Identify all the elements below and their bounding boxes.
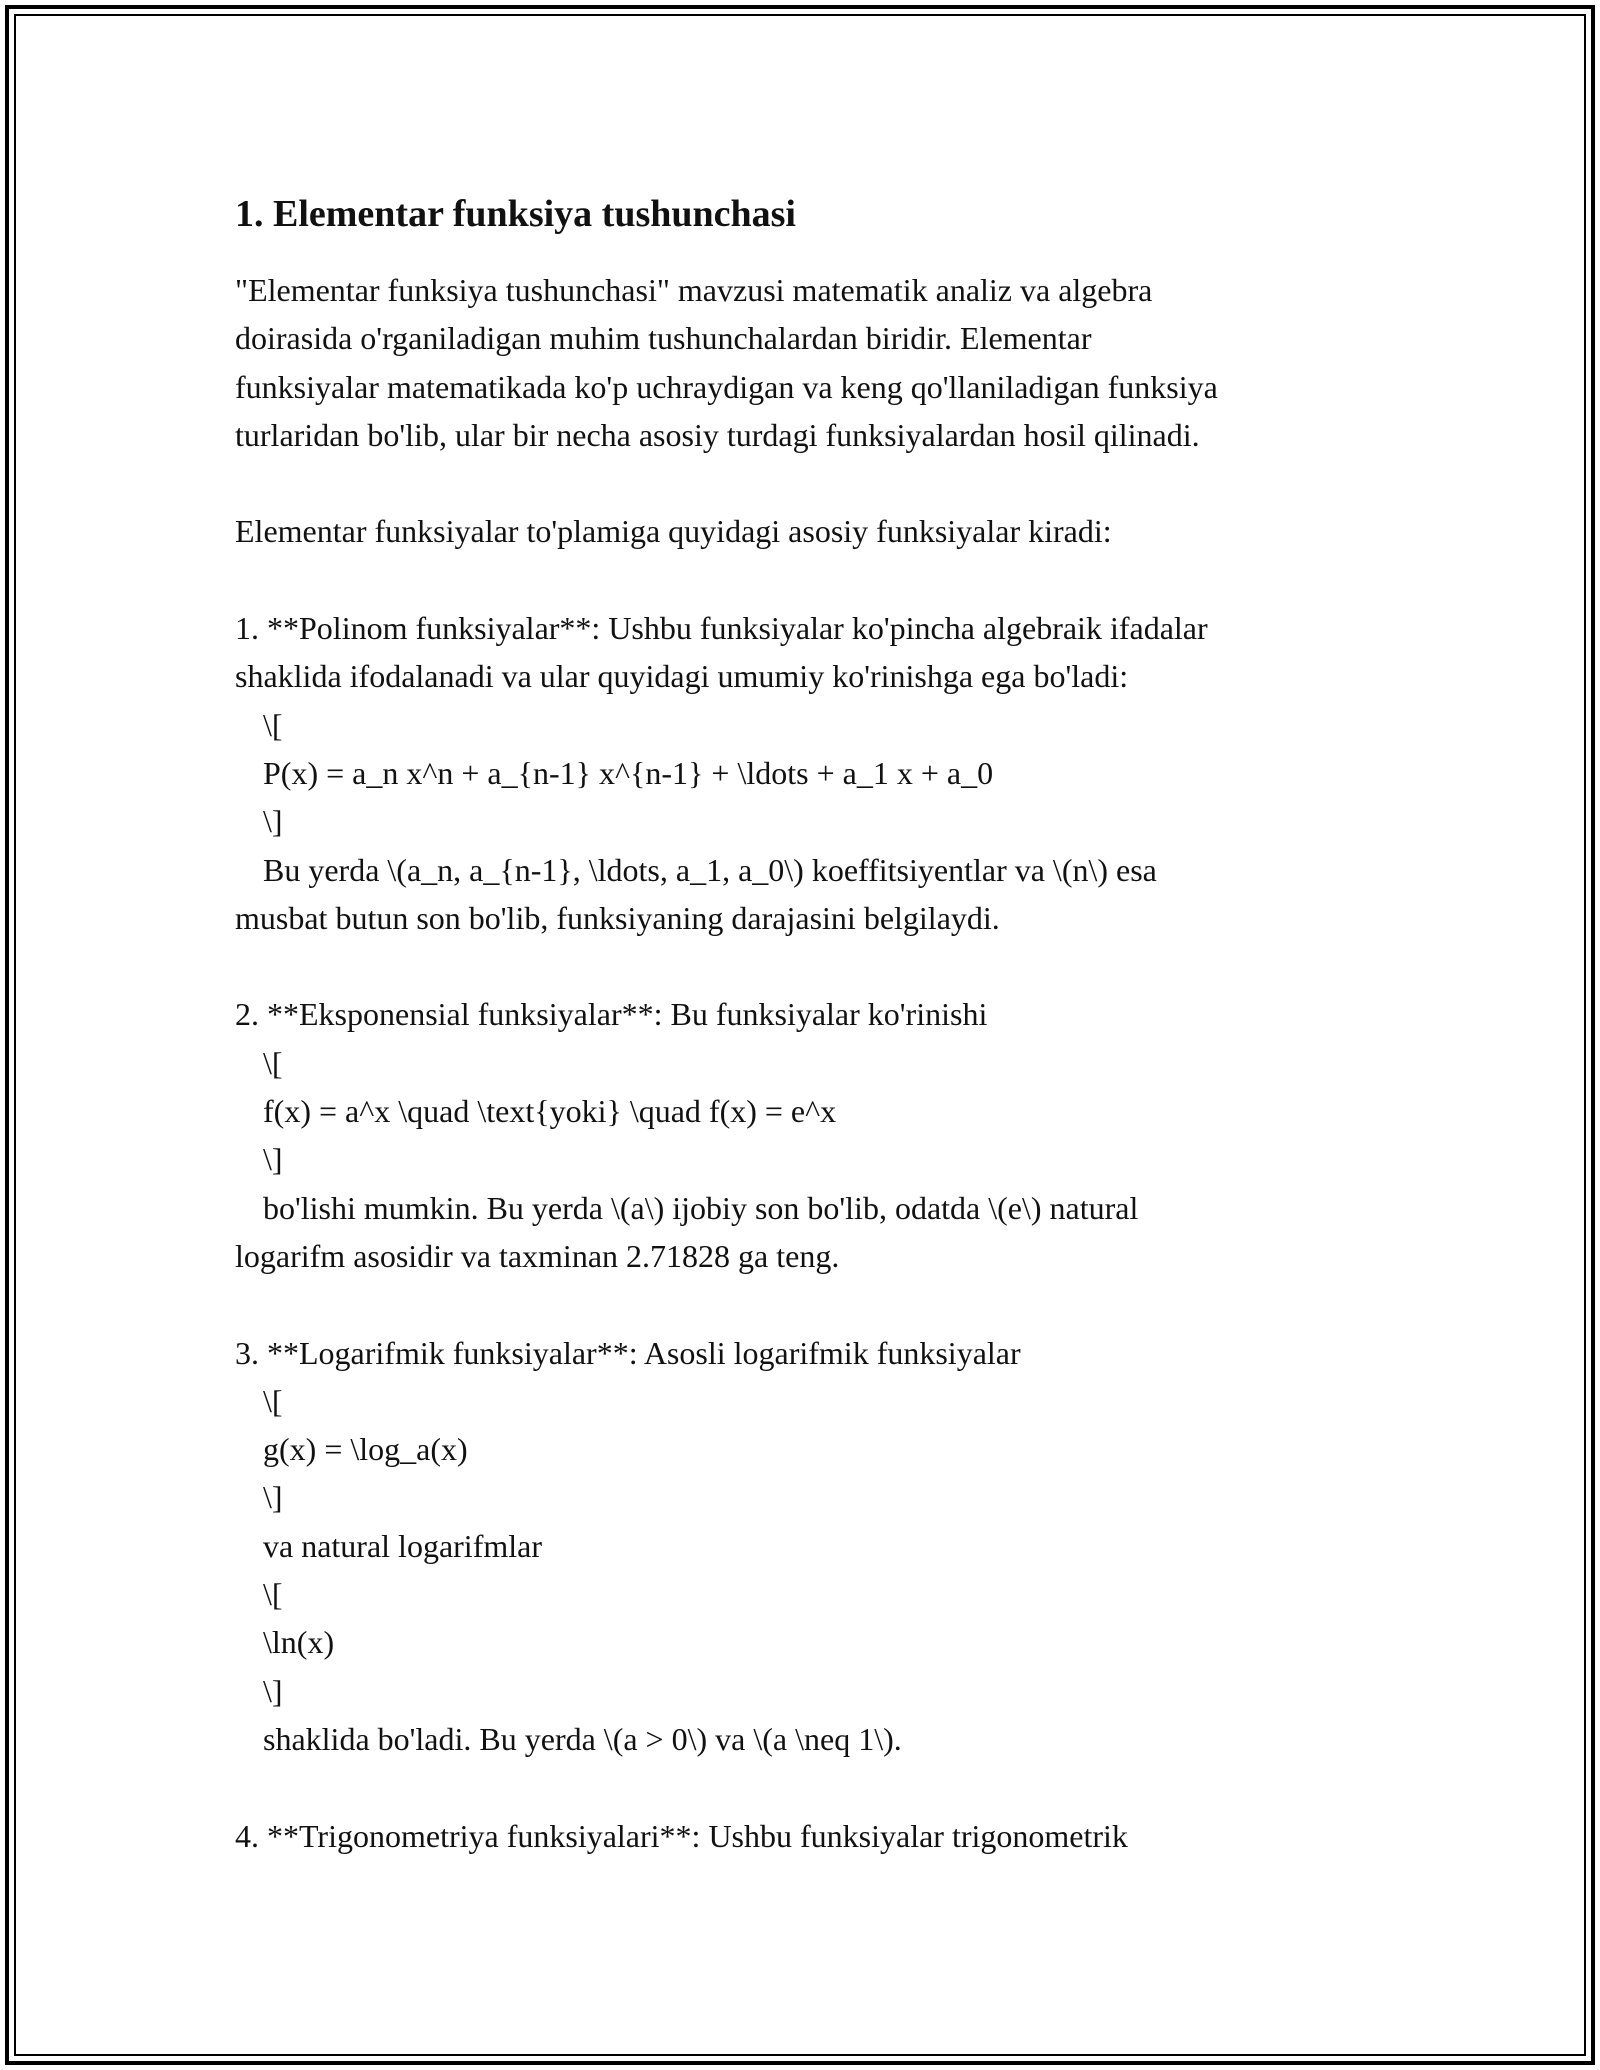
text-line: va natural logarifmlar <box>263 1527 542 1564</box>
text-line: Bu yerda \(a_n, a_{n-1}, \ldots, a_1, a_0\) koeffitsiyentlar va \(n\) esa <box>263 851 1157 888</box>
text-line: \] <box>263 1672 283 1709</box>
text-line: \] <box>263 1141 283 1178</box>
text-line: \[ <box>263 706 283 743</box>
text-line: logarifm asosidir va taxminan 2.71828 ga teng. <box>235 1237 840 1274</box>
text-line: doirasida o'rganiladigan muhim tushunchalardan biridir. Elementar <box>235 320 1092 357</box>
text-line: turlaridan bo'lib, ular bir necha asosiy turdagi funksiyalardan hosil qilinadi. <box>235 416 1200 453</box>
text-line: f(x) = a^x \quad \text{yoki} \quad f(x) = e^x <box>263 1093 837 1130</box>
text-line: 1. **Polinom funksiyalar**: Ushbu funksiyalar ko'pincha algebraik ifadalar <box>235 610 1208 647</box>
text-line: \ln(x) <box>263 1624 335 1661</box>
text-line: \[ <box>263 1382 283 1419</box>
text-line: shaklida bo'ladi. Bu yerda \(a > 0\) va \(a \neq 1\). <box>263 1720 902 1757</box>
text-lines <box>235 266 1400 1860</box>
blank-line <box>235 1280 1400 1328</box>
blank-line <box>235 1763 1400 1811</box>
text-line: funksiyalar matematikada ko'p uchraydigan va keng qo'llaniladigan funksiya <box>235 368 1218 405</box>
text-line: \[ <box>263 1044 283 1081</box>
text-line: shaklida ifodalanadi va ular quyidagi umumiy ko'rinishga ega bo'ladi: <box>235 658 1129 695</box>
text-line: 2. **Eksponensial funksiyalar**: Bu funksiyalar ko'rinishi <box>235 996 988 1033</box>
text-line: Elementar funksiyalar to'plamiga quyidagi asosiy funksiyalar kiradi: <box>235 513 1112 550</box>
text-line: 3. **Logarifmik funksiyalar**: Asosli logarifmik funksiyalar <box>235 1334 1021 1371</box>
text-line: musbat butun son bo'lib, funksiyaning darajasini belgilaydi. <box>235 899 1000 936</box>
text-line: \[ <box>263 1576 283 1613</box>
text-line: 4. **Trigonometriya funksiyalari**: Ushbu funksiyalar trigonometrik <box>235 1817 1128 1854</box>
text-line: \] <box>263 803 283 840</box>
blank-line <box>235 556 1400 604</box>
blank-line <box>235 459 1400 507</box>
text-line: bo'lishi mumkin. Bu yerda \(a\) ijobiy son bo'lib, odatda \(e\) natural <box>263 1189 1139 1226</box>
document-body <box>235 186 1400 1860</box>
text-line: \] <box>263 1479 283 1516</box>
text-line: "Elementar funksiya tushunchasi" mavzusi matematik analiz va algebra <box>235 272 1153 308</box>
section-heading: 1. Elementar funksiya tushunchasi <box>235 193 796 235</box>
blank-line <box>235 942 1400 990</box>
text-line: P(x) = a_n x^n + a_{n-1} x^{n-1} + \ldots + a_1 x + a_0 <box>263 754 994 791</box>
text-line: g(x) = \log_a(x) <box>263 1431 468 1468</box>
